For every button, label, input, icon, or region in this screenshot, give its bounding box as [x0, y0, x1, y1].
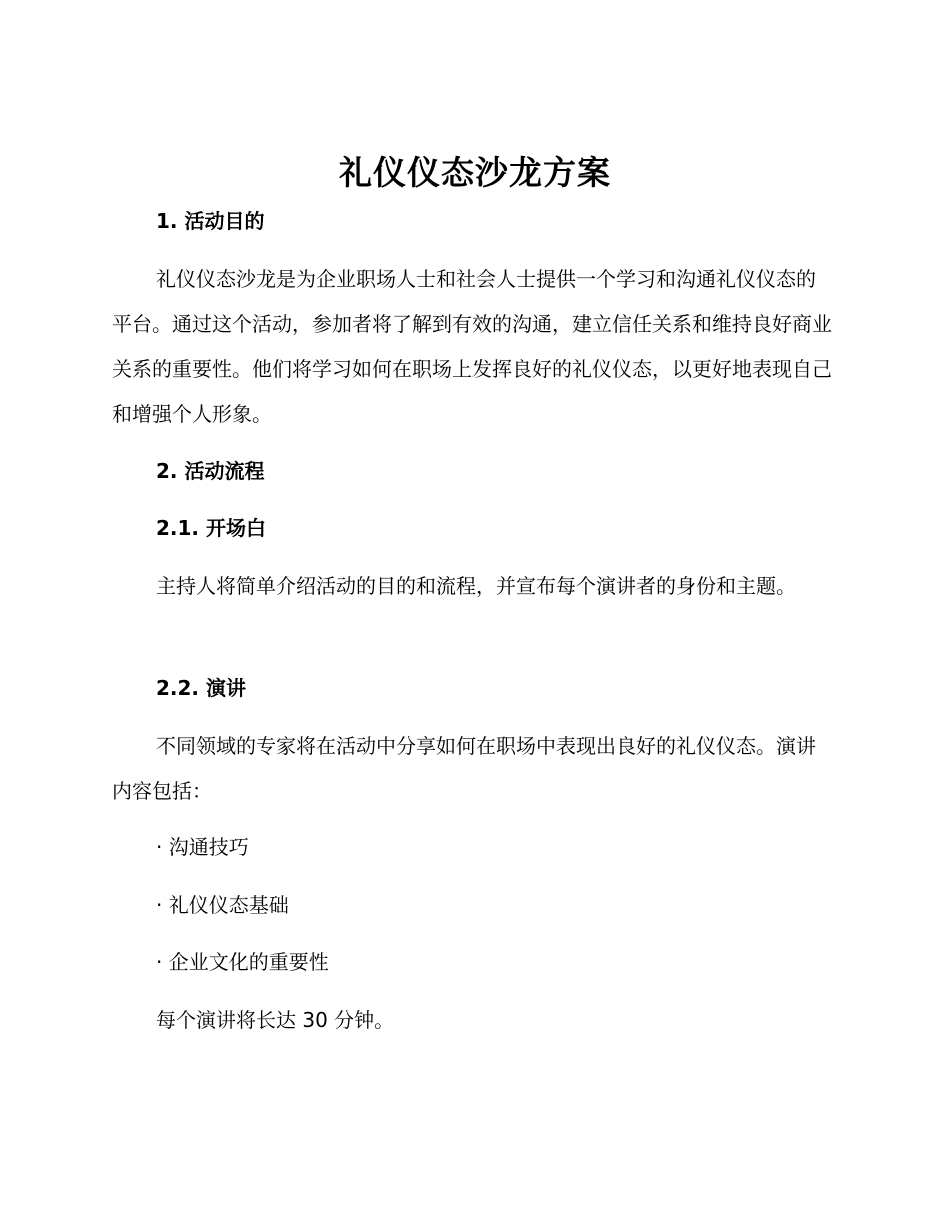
- speeches-paragraph: 不同领域的专家将在活动中分享如何在职场中表现出良好的礼仪仪态。演讲内容包括：: [112, 734, 816, 803]
- subsection-heading-speeches: 2.2. 演讲: [156, 676, 246, 700]
- bullet-item: · 沟通技巧: [156, 835, 249, 859]
- opening-paragraph: 主持人将简单介绍活动的目的和流程，并宣布每个演讲者的身份和主题。: [156, 574, 796, 598]
- bullet-item: · 礼仪仪态基础: [156, 893, 289, 917]
- purpose-paragraph: 礼仪仪态沙龙是为企业职场人士和社会人士提供一个学习和沟通礼仪仪态的平台。通过这个活动，参加者将了解到有效的沟通，建立信任关系和维持良好商业关系的重要性。他们将学习如何在职场上发挥良好的礼仪仪态，以更好地表现自己和增强个人形象。: [112, 267, 832, 426]
- document-title: 礼仪仪态沙龙方案: [339, 153, 611, 192]
- section-heading-purpose: 1. 活动目的: [156, 209, 265, 233]
- subsection-heading-opening: 2.1. 开场白: [156, 516, 266, 540]
- duration-note: 每个演讲将长达 30 分钟。: [156, 1008, 395, 1032]
- section-heading-process: 2. 活动流程: [156, 459, 265, 483]
- bullet-item: · 企业文化的重要性: [156, 950, 329, 974]
